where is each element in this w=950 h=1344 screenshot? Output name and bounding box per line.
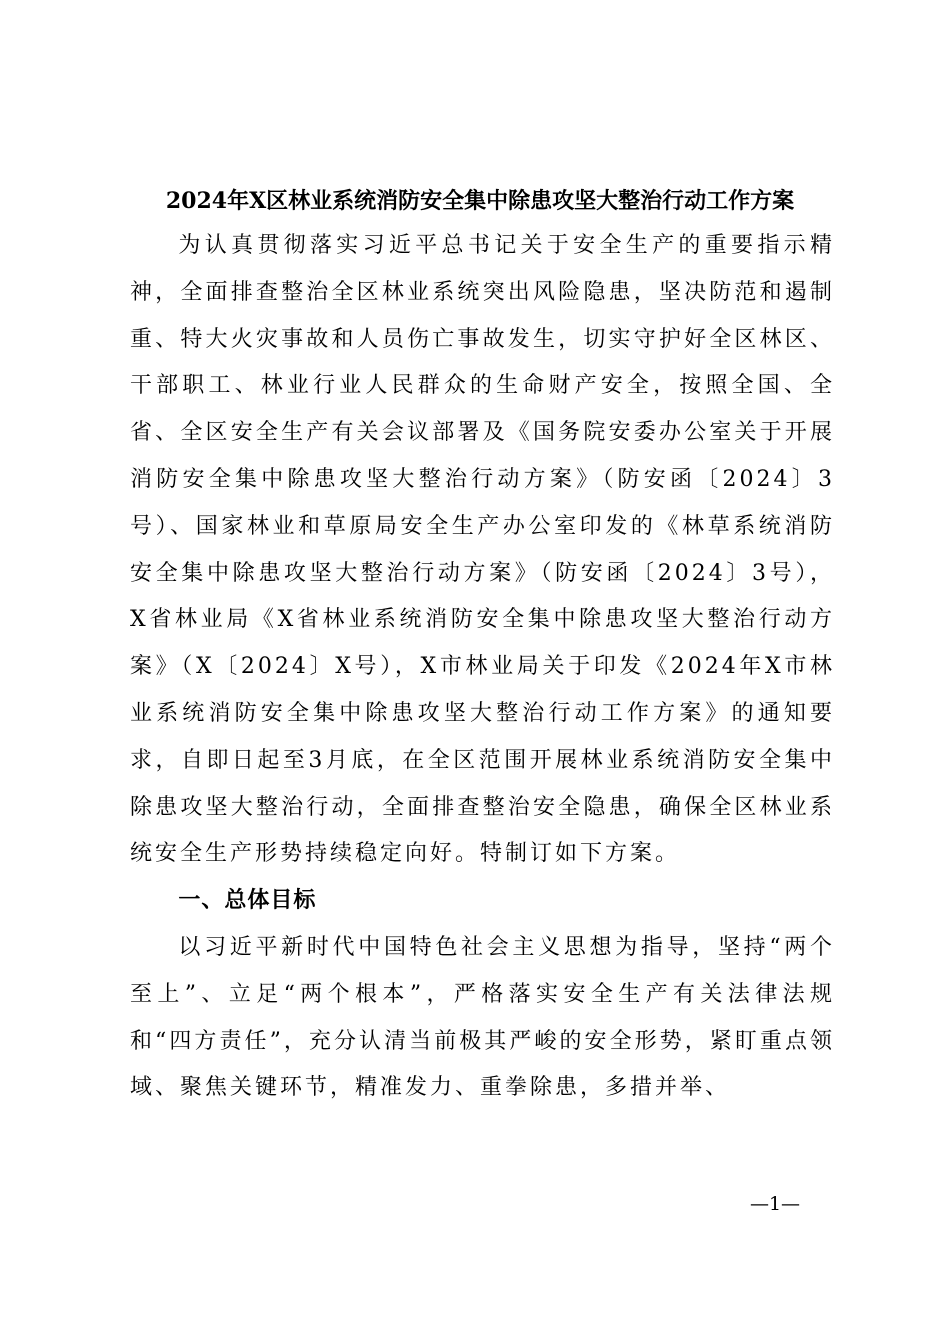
- section-heading-general-goal: 一、总体目标: [178, 888, 317, 914]
- document-body: [130, 223, 835, 1112]
- page-number: —1—: [749, 1193, 801, 1215]
- document-title: 2024年X区林业系统消防安全集中除患攻坚大整治行动工作方案: [165, 188, 795, 214]
- intro-paragraph: 为认真贯彻落实习近平总书记关于安全生产的重要指示精神，全面排查整治全区林业系统突出风险隐患，坚决防范和遏制重、特大火灾事故和人员伤亡事故发生，切实守护好全区林区、干部职工、林业行业人民群众的生命财产安全，按照全国、全省、全区安全生产有关会议部署及《国务院安委办公室关于开展消防安全集中除患攻坚大整治行动方案》（防安函〔2024〕3号）、国家林业和草原局安全生产办公室印发的《林草系统消防安全集中除患攻坚大整治行动方案》（防安函〔2024〕3号），X省林业局《X省林业系统消防安全集中除患攻坚大整治行动方案》（X〔2024〕X号），X市林业局关于印发《2024年X市林业系统消防安全集中除患攻坚大整治行动工作方案》的通知要求，自即日起至3月底，在全区范围开展林业系统消防安全集中除患攻坚大整治行动，全面排查整治安全隐患，确保全区林业系统安全生产形势持续稳定向好。特制订如下方案。: [130, 233, 835, 867]
- section-paragraph-general-goal: 以习近平新时代中国特色社会主义思想为指导，坚持“两个至上”、立足“两个根本”，严格落实安全生产有关法律法规和“四方责任”，充分认清当前极其严峻的安全形势，紧盯重点领域、聚焦关键环节，精准发力、重拳除患，多措并举、: [130, 934, 835, 1101]
